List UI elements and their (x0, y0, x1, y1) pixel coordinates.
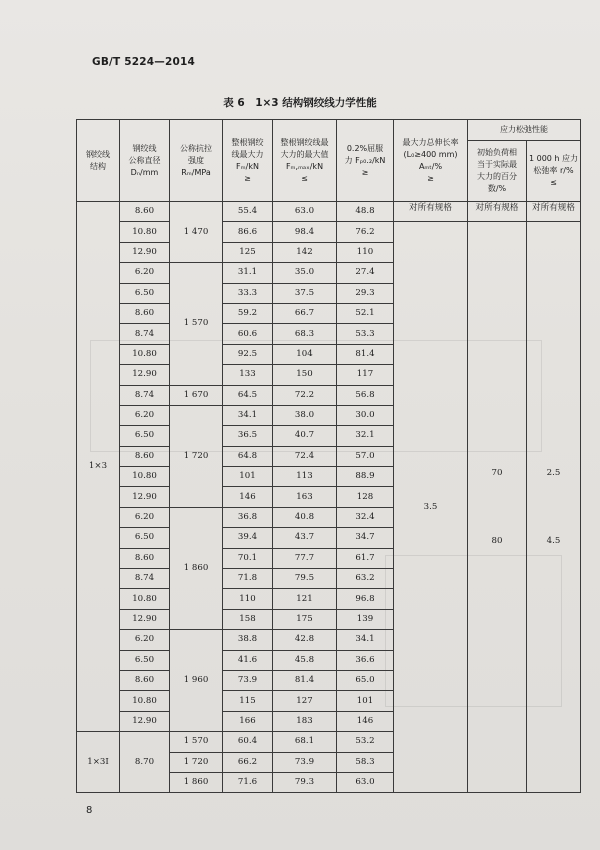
max-force-max-cell: 72.4 (273, 446, 337, 466)
max-force-max-cell: 79.5 (273, 569, 337, 589)
max-force-cell: 55.4 (223, 202, 273, 222)
max-force-max-cell: 98.4 (273, 222, 337, 242)
diameter-cell: 6.50 (120, 650, 170, 670)
diameter-cell: 6.20 (120, 405, 170, 425)
yield-force-cell: 146 (337, 711, 394, 731)
elongation-any-spec: 对所有规格 (394, 202, 468, 222)
yield-force-cell: 57.0 (337, 446, 394, 466)
diameter-cell: 8.70 (120, 732, 170, 793)
header-diameter: 钢绞线 公称直径 Dₙ/mm (120, 120, 170, 202)
header-elongation: 最大力总伸长率 (L₀≥400 mm) Aₘₜ/% ≥ (394, 120, 468, 202)
header-max-force: 整根钢绞 线最大力 Fₘ/kN ≥ (223, 120, 273, 202)
relaxation-rate-70: 2.5 (546, 467, 561, 478)
strength-cell: 1 720 (170, 405, 223, 507)
strength-cell: 1 670 (170, 385, 223, 405)
yield-force-cell: 96.8 (337, 589, 394, 609)
header-relaxation-group: 应力松弛性能 (468, 120, 581, 141)
strength-cell: 1 720 (170, 752, 223, 772)
diameter-cell: 6.50 (120, 426, 170, 446)
max-force-cell: 146 (223, 487, 273, 507)
yield-force-cell: 128 (337, 487, 394, 507)
yield-force-cell: 32.4 (337, 507, 394, 527)
initial-load-any-spec: 对所有规格 (468, 202, 527, 222)
max-force-cell: 166 (223, 711, 273, 731)
max-force-max-cell: 72.2 (273, 385, 337, 405)
diameter-cell: 6.20 (120, 263, 170, 283)
max-force-cell: 60.4 (223, 732, 273, 752)
yield-force-cell: 65.0 (337, 670, 394, 690)
page-number: 8 (86, 805, 93, 816)
max-force-cell: 31.1 (223, 263, 273, 283)
diameter-cell: 8.60 (120, 446, 170, 466)
diameter-cell: 10.80 (120, 691, 170, 711)
yield-force-cell: 29.3 (337, 283, 394, 303)
elongation-value: 3.5 (394, 222, 468, 793)
yield-force-cell: 81.4 (337, 344, 394, 364)
yield-force-cell: 34.7 (337, 528, 394, 548)
strength-cell: 1 570 (170, 732, 223, 752)
diameter-cell: 12.90 (120, 365, 170, 385)
diameter-cell: 10.80 (120, 344, 170, 364)
diameter-cell: 8.60 (120, 303, 170, 323)
diameter-cell: 12.90 (120, 487, 170, 507)
max-force-max-cell: 183 (273, 711, 337, 731)
max-force-cell: 73.9 (223, 670, 273, 690)
max-force-max-cell: 66.7 (273, 303, 337, 323)
strength-cell: 1 960 (170, 630, 223, 732)
relaxation-rate-80: 4.5 (546, 535, 561, 546)
max-force-cell: 64.5 (223, 385, 273, 405)
max-force-cell: 158 (223, 609, 273, 629)
header-strength: 公称抗拉 强度 Rₘ/MPa (170, 120, 223, 202)
diameter-cell: 10.80 (120, 467, 170, 487)
max-force-cell: 39.4 (223, 528, 273, 548)
max-force-max-cell: 68.3 (273, 324, 337, 344)
yield-force-cell: 110 (337, 242, 394, 262)
max-force-cell: 115 (223, 691, 273, 711)
yield-force-cell: 63.0 (337, 772, 394, 792)
diameter-cell: 10.80 (120, 222, 170, 242)
diameter-cell: 8.74 (120, 324, 170, 344)
yield-force-cell: 139 (337, 609, 394, 629)
strength-cell: 1 470 (170, 202, 223, 263)
yield-force-cell: 56.8 (337, 385, 394, 405)
yield-force-cell: 88.9 (337, 467, 394, 487)
max-force-max-cell: 40.7 (273, 426, 337, 446)
max-force-cell: 33.3 (223, 283, 273, 303)
mechanical-properties-table (76, 119, 581, 793)
max-force-max-cell: 38.0 (273, 405, 337, 425)
max-force-cell: 36.8 (223, 507, 273, 527)
max-force-cell: 34.1 (223, 405, 273, 425)
header-yield-force: 0.2%屈服 力 Fₚ₀.₂/kN ≥ (337, 120, 394, 202)
max-force-max-cell: 77.7 (273, 548, 337, 568)
diameter-cell: 6.20 (120, 507, 170, 527)
yield-force-cell: 30.0 (337, 405, 394, 425)
relaxation-rate-values (527, 222, 581, 793)
diameter-cell: 6.20 (120, 630, 170, 650)
yield-force-cell: 53.2 (337, 732, 394, 752)
max-force-max-cell: 81.4 (273, 670, 337, 690)
yield-force-cell: 53.3 (337, 324, 394, 344)
max-force-max-cell: 73.9 (273, 752, 337, 772)
relaxation-any-spec: 对所有规格 (527, 202, 581, 222)
initial-load-values (468, 222, 527, 793)
yield-force-cell: 58.3 (337, 752, 394, 772)
diameter-cell: 8.60 (120, 202, 170, 222)
header-structure: 钢绞线结构 (77, 120, 120, 202)
max-force-max-cell: 175 (273, 609, 337, 629)
table-title: 表 6 1×3 结构钢绞线力学性能 (223, 97, 377, 109)
max-force-max-cell: 42.8 (273, 630, 337, 650)
yield-force-cell: 76.2 (337, 222, 394, 242)
diameter-cell: 8.60 (120, 548, 170, 568)
strength-cell: 1 860 (170, 507, 223, 629)
max-force-max-cell: 142 (273, 242, 337, 262)
max-force-cell: 110 (223, 589, 273, 609)
max-force-cell: 92.5 (223, 344, 273, 364)
header-max-force-max: 整根钢绞线最 大力的最大值 Fₘ,ₘₐₓ/kN ≤ (273, 120, 337, 202)
table-row (77, 202, 581, 222)
max-force-max-cell: 113 (273, 467, 337, 487)
max-force-max-cell: 79.3 (273, 772, 337, 792)
yield-force-cell: 61.7 (337, 548, 394, 568)
max-force-max-cell: 40.8 (273, 507, 337, 527)
max-force-cell: 41.6 (223, 650, 273, 670)
max-force-max-cell: 35.0 (273, 263, 337, 283)
max-force-cell: 66.2 (223, 752, 273, 772)
max-force-max-cell: 37.5 (273, 283, 337, 303)
max-force-cell: 59.2 (223, 303, 273, 323)
yield-force-cell: 34.1 (337, 630, 394, 650)
table-row (77, 222, 581, 242)
max-force-max-cell: 150 (273, 365, 337, 385)
strength-cell: 1 570 (170, 263, 223, 385)
max-force-max-cell: 104 (273, 344, 337, 364)
structure-cell: 1×3 (77, 202, 120, 732)
max-force-max-cell: 68.1 (273, 732, 337, 752)
header-relaxation-rate: 1 000 h 应力 松弛率 r/% ≤ (527, 141, 581, 202)
max-force-max-cell: 43.7 (273, 528, 337, 548)
header-initial-load: 初始负荷相 当于实际最 大力的百分 数/% (468, 141, 527, 202)
max-force-cell: 38.8 (223, 630, 273, 650)
max-force-cell: 64.8 (223, 446, 273, 466)
diameter-cell: 12.90 (120, 242, 170, 262)
max-force-max-cell: 121 (273, 589, 337, 609)
max-force-cell: 60.6 (223, 324, 273, 344)
max-force-cell: 101 (223, 467, 273, 487)
diameter-cell: 12.90 (120, 609, 170, 629)
max-force-max-cell: 63.0 (273, 202, 337, 222)
max-force-cell: 70.1 (223, 548, 273, 568)
initial-load-80: 80 (491, 535, 503, 546)
max-force-cell: 86.6 (223, 222, 273, 242)
max-force-max-cell: 163 (273, 487, 337, 507)
yield-force-cell: 27.4 (337, 263, 394, 283)
yield-force-cell: 101 (337, 691, 394, 711)
diameter-cell: 8.60 (120, 670, 170, 690)
yield-force-cell: 32.1 (337, 426, 394, 446)
max-force-cell: 133 (223, 365, 273, 385)
structure-cell: 1×3Ⅰ (77, 732, 120, 793)
standard-number: GB/T 5224—2014 (92, 56, 196, 68)
max-force-cell: 36.5 (223, 426, 273, 446)
max-force-max-cell: 127 (273, 691, 337, 711)
initial-load-70: 70 (491, 467, 503, 478)
max-force-cell: 71.8 (223, 569, 273, 589)
yield-force-cell: 63.2 (337, 569, 394, 589)
diameter-cell: 6.50 (120, 528, 170, 548)
diameter-cell: 8.74 (120, 385, 170, 405)
max-force-cell: 71.6 (223, 772, 273, 792)
yield-force-cell: 52.1 (337, 303, 394, 323)
yield-force-cell: 48.8 (337, 202, 394, 222)
yield-force-cell: 117 (337, 365, 394, 385)
diameter-cell: 12.90 (120, 711, 170, 731)
max-force-cell: 125 (223, 242, 273, 262)
diameter-cell: 8.74 (120, 569, 170, 589)
max-force-max-cell: 45.8 (273, 650, 337, 670)
diameter-cell: 10.80 (120, 589, 170, 609)
diameter-cell: 6.50 (120, 283, 170, 303)
strength-cell: 1 860 (170, 772, 223, 792)
yield-force-cell: 36.6 (337, 650, 394, 670)
